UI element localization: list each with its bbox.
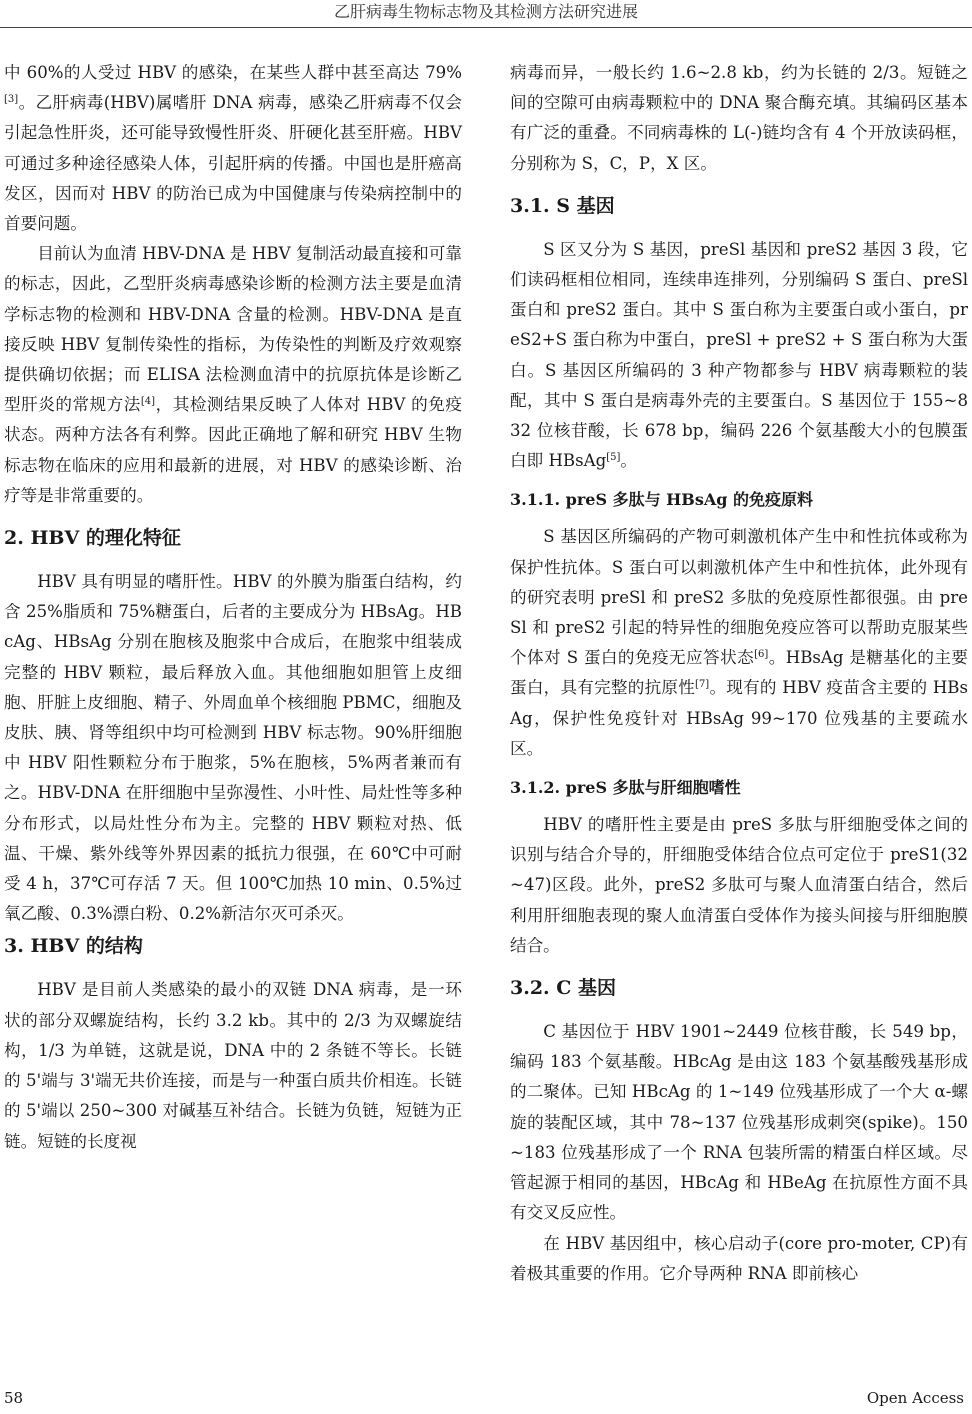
paragraph: HBV 的嗜肝性主要是由 preS 多肽与肝细胞受体之间的识别与结合介导的，肝细胞受体结合位点可定位于 preS1(32~47)区段。此外，preS2 多肽可与聚人血清蛋白结合，然后利用肝细胞表现的聚人血清蛋白受体作为接头间接与肝细胞膜结合。 — [510, 815, 968, 955]
paragraph-text: 。现有的 HBV 疫苗含主要的 HBsAg，保护性免疫针对 HBsAg 99~170 位残基的主要疏水区。 — [510, 678, 969, 758]
subsubsection-heading: 3.1.1. preS 多肽与 HBsAg 的免疫原料 — [510, 490, 813, 510]
running-title: 乙肝病毒生物标志物及其检测方法研究进展 — [333, 2, 638, 21]
paragraph — [4, 58, 462, 239]
paragraph-text: S 区又分为 S 基因，preSl 基因和 preS2 基因 3 段，它们读码框相位相同，连续串连排列，分别编码 S 蛋白、preSl 蛋白和 preS2 蛋白。其中 S 蛋白称为主要蛋白或小蛋白，preS2+S 蛋白称为中蛋白，preSl + preS2 + S 蛋白称为大蛋白。S 基因区所编码的 3 种产物都参与 HBV 病毒颗粒的装配，其中 S 蛋白是病毒外壳的主要蛋白。S 基因位于 155~832 位核苷酸，长 678 bp，编码 226 个氨基酸大小的包膜蛋白即 HBsAg — [510, 239, 968, 471]
citation-ref: [4] — [140, 396, 156, 408]
left-column — [4, 58, 462, 1157]
header-divider — [0, 27, 972, 28]
section-heading: 3. HBV 的结构 — [4, 935, 143, 958]
page-number: 58 — [4, 1389, 24, 1407]
paragraph-text: 。乙肝病毒(HBV)属嗜肝 DNA 病毒，感染乙肝病毒不仅会引起急性肝炎，还可能导致慢性肝炎、肝硬化甚至肝癌。HBV 可通过多种途径感染人体，引起肝病的传播。中国也是肝癌高发区，因而对 HBV 的防治已成为中国健康与传染病控制中的首要问题。 — [4, 93, 462, 234]
citation-ref: [3] — [4, 94, 19, 106]
paragraph: HBV 是目前人类感染的最小的双链 DNA 病毒，是一环状的部分双螺旋结构，长约 3.2 kb。其中的 2/3 为双螺旋结构，1/3 为单链，这就是说，DNA 中的 2 条链不等长。长链的 5'端与 3'端无共价连接，而是与一种蛋白质共价相连。长链的 5'端以 250~300 对碱基互补结合。长链为负链，短链为正链。短链的长度视 — [4, 980, 462, 1151]
subsection-heading: 3.1. S 基因 — [510, 194, 615, 217]
subsubsection-heading: 3.1.2. preS 多肽与肝细胞嗜性 — [510, 778, 741, 798]
citation-ref: [7] — [695, 679, 710, 691]
paragraph-text: 目前认为血清 HBV-DNA 是 HBV 复制活动最直接和可靠的标志，因此，乙型肝炎病毒感染诊断的检测方法主要是血清学标志物的检测和 HBV-DNA 含量的检测。HBV-DNA 是直接反映 HBV 复制传染性的指标，为传染性的判断及疗效观察提供确切依据；而 ELISA 法检测血清中的抗原抗体是诊断乙型肝炎的常规方法 — [4, 244, 462, 415]
paragraph: 病毒而异，一般长约 1.6~2.8 kb，约为长链的 2/3。短链之间的空隙可由病毒颗粒中的 DNA 聚合酶充填。其编码区基本有广泛的重叠。不同病毒株的 L(-)链均含有 4 个开放读码框，分别称为 S，C，P，X 区。 — [510, 63, 968, 173]
paragraph-text: ，其检测结果反映了人体对 HBV 的免疫状态。两种方法各有利弊。因此正确地了解和研究 HBV 生物标志物在临床的应用和最新的进展，对 HBV 的感染诊断、治疗等是非常重要的。 — [4, 395, 463, 505]
paragraph: HBV 具有明显的嗜肝性。HBV 的外膜为脂蛋白结构，约含 25%脂质和 75%糖蛋白，后者的主要成分为 HBsAg。HBcAg、HBsAg 分别在胞核及胞浆中合成后，在胞浆中组装成完整的 HBV 颗粒，最后释放入血。其他细胞如胆管上皮细胞、肝脏上皮细胞、精子、外周血单个核细胞 PBMC，细胞及皮肤、胰、肾等组织中均可检测到 HBV 标志物。90%肝细胞中 HBV 阳性颗粒分布于胞浆，5%在胞核，5%两者兼而有之。HBV-DNA 在肝细胞中呈弥漫性、小叶性、局灶性等多种分布形式，以局灶性分布为主。完整的 HBV 颗粒对热、低温、干燥、紫外线等外界因素的抵抗力很强，在 60℃中可耐受 4 h，37℃可存活 7 天。但 100℃加热 10 min、0.5%过氧乙酸、0.3%漂白粉、0.2%新洁尔灭可杀灭。 — [4, 572, 462, 924]
paragraph-text: 中 60%的人受过 HBV 的感染，在某些人群中甚至高达 79% — [4, 63, 462, 82]
paragraph-text: 。 — [620, 451, 638, 471]
section-heading: 2. HBV 的理化特征 — [4, 527, 181, 550]
paragraph-text: S 基因区所编码的产物可刺激机体产生中和性抗体或称为保护性抗体。S 蛋白可以刺激机体产生中和性抗体，此外现有的研究表明 preSl 和 preS2 多肽的免疫原性都很强。由 preSl 和 preS2 引起的特异性的细胞免疫应答可以帮助克服某些个体对 S 蛋白的免疫无应答状态 — [510, 527, 968, 668]
paragraph-text: 。HBsAg 是糖基化的主要蛋白，具有完整的抗原性 — [510, 648, 968, 698]
citation-ref: [5] — [606, 452, 621, 464]
right-column — [510, 58, 968, 1289]
open-access-label: Open Access — [866, 1389, 964, 1407]
paragraph: 在 HBV 基因组中，核心启动子(core pro-moter, CP)有着极其重要的作用。它介导两种 RNA 即前核心 — [510, 1233, 968, 1283]
citation-ref: [6] — [754, 649, 769, 661]
paragraph — [510, 522, 968, 764]
subsection-heading: 3.2. C 基因 — [510, 977, 617, 1000]
paragraph — [510, 235, 968, 477]
paragraph: C 基因位于 HBV 1901~2449 位核苷酸，长 549 bp，编码 183 个氨基酸。HBcAg 是由这 183 个氨基酸残基形成的二聚体。已知 HBcAg 的 1~149 位残基形成了一个大 α-螺旋的装配区域，其中 78~137 位残基形成刺突(spike)。150~183 位残基形成了一个 RNA 包装所需的精蛋白样区域。尽管起源于相同的基因，HBcAg 和 HBeAg 在抗原性方面不具有交叉反应性。 — [510, 1022, 968, 1223]
paragraph — [4, 239, 462, 511]
